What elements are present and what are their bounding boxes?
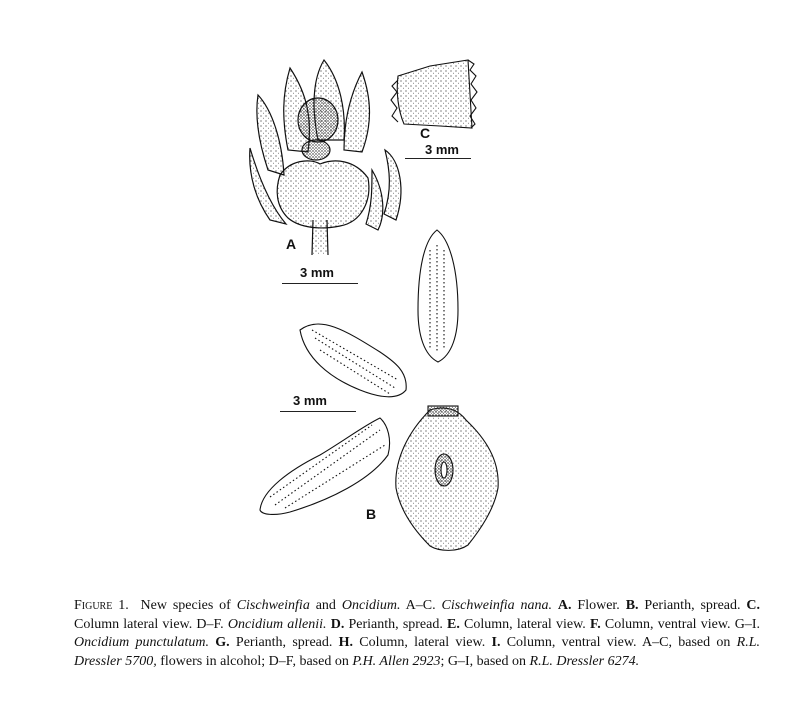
- panel-label-a: A: [286, 236, 297, 252]
- scale-bar-c: [405, 158, 471, 159]
- scale-label-b: 3 mm: [293, 393, 327, 408]
- caption-figure-label: Figure 1.: [74, 598, 129, 613]
- column-drawing-c: [391, 60, 477, 128]
- scale-label-c: 3 mm: [425, 142, 459, 157]
- scale-bar-a: [282, 283, 358, 284]
- flower-drawing-a: [250, 60, 401, 255]
- panel-label-c: C: [420, 125, 431, 141]
- scale-label-a: 3 mm: [300, 265, 334, 280]
- scale-bar-b: [280, 411, 356, 412]
- panel-label-b: B: [366, 506, 377, 522]
- perianth-drawing-b: [260, 230, 498, 550]
- figure-caption: Figure 1. New species of Cischweinfia and Oncidium. A–C. Cischweinfia nana. A. Flower. B. Perianth, spread. C. Column lateral view. D–F. Oncidium allenii. D. Perianth, spread. E. Column, lateral view. F. Column, ventral view. G–I. Oncidium punctulatum. G. Perianth, spread. H. Column, lateral view. I. Column, ventral view. A–C, based on R.L. Dressler 5700, flowers in alcohol; D–F, based on P.H. Allen 2923; G–I, based on R.L. Dressler 6274.: [74, 598, 761, 669]
